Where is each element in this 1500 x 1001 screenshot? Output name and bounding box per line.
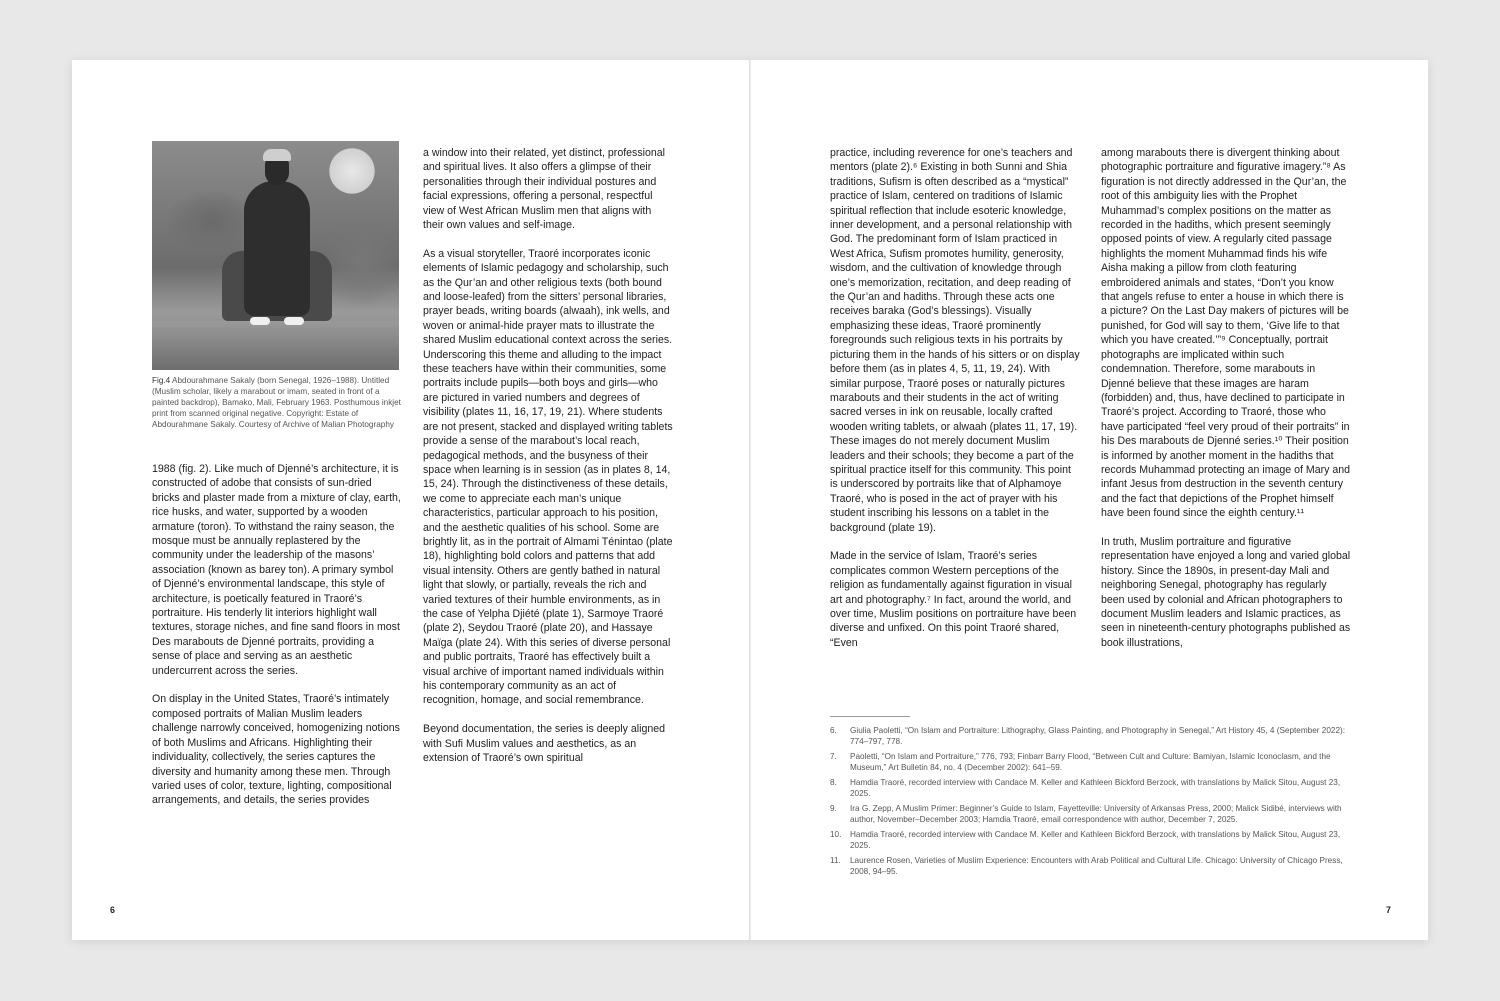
footnote (830, 726, 1350, 748)
footnote (830, 752, 1350, 774)
footnote-text: Paoletti, “On Islam and Portraiture,” 776, 793; Finbarr Barry Flood, “Between Cult and Culture: Bamiyan, Islamic Iconoclasm, and the Museum,” Art Bulletin 84, no. 4 (December 2002): 641–59. (850, 752, 1331, 772)
photo-shoe-right (284, 317, 304, 325)
photo-floor (152, 321, 399, 370)
footnotes (830, 726, 1350, 882)
body-paragraph: As a visual storyteller, Traoré incorporates iconic elements of Islamic pedagogy and scholarship, such as the Qur’an and other religious texts (both bound and loose-leafed) from the sitters’ personal libraries, prayer beads, writing boards (alwaah), ink wells, and woven or animal-hide prayer mats to illustrate the shared Muslim educational context across the series. Underscoring this theme and alluding to the impact these teachers have within their communities, some portraits include pupils—both boys and girls—who are pictured in varied numbers and degrees of visibility (plates 11, 16, 17, 19, 21). Where students are not present, stacked and displayed writing tablets provide a sense of the marabout’s local reach, pedagogical methods, and the busyness of their space when learning is in session (as in plates 8, 14, 15, 24). Through the distinctiveness of these details, we come to appreciate each man’s unique characteristics, particular approach to his position, and the aesthetic qualities of his school. Some are brightly lit, as in the portrait of Almami Ténintao (plate 18), highlighting bold colors and patterns that add visual intensity. Others are gently bathed in natural light that slowly, or partially, reveals the rich and varied textures of their humble environments, as in the case of Yelpha Djiété (plate 1), Sarmoye Traoré (plate 2), Seydou Traoré (plate 20), and Hassaye Maïga (plate 24). With this series of diverse personal and public portraits, Traoré has effectively built a visual archive of important named individuals within his contemporary community as an act of recognition, homage, and social remembrance. (423, 247, 673, 707)
footnote (830, 804, 1350, 826)
page-number-right: 7 (1386, 905, 1391, 915)
portrait-photograph (152, 141, 399, 370)
figure-caption (152, 376, 402, 431)
book-gutter (749, 60, 751, 940)
right-page-column-1 (830, 146, 1080, 650)
footnote-number: 11. (830, 856, 841, 865)
body-paragraph: In truth, Muslim portraiture and figurative representation have enjoyed a long and varied global history. Since the 1890s, in present-day Mali and neighboring Senegal, photography has regularly been used by colonial and African photographers to document Muslim leaders and Islamic practices, as seen in nineteenth-century photographs published as book illustrations, (1101, 535, 1351, 649)
body-paragraph: 1988 (fig. 2). Like much of Djenné’s architecture, it is constructed of adobe that consists of sun-dried bricks and plaster made from a mixture of clay, earth, rice husks, and water, supported by a wooden armature (toron). To withstand the rainy season, the mosque must be annually replastered by the community under the leadership of the masons’ association (known as barey ton). A primary symbol of Djenné’s environmental landscape, this style of architecture, is poetically featured in Traoré’s portraiture. His tenderly lit interiors highlight wall textures, storage niches, and fine sand floors in most Des marabouts de Djenné portraits, providing a sense of place and serving as an aesthetic undercurrent across the series. (152, 463, 401, 677)
body-paragraph: a window into their related, yet distinct, professional and spiritual lives. It also offers a glimpse of their personalities through their individual postures and facial expressions, offering a personal, respectful view of West African Muslim men that aligns with their own values and self-image. (423, 147, 666, 232)
figure-caption-label: Fig.4 (152, 376, 171, 385)
footnote-number: 8. (830, 778, 837, 787)
footnote-text: Hamdia Traoré, recorded interview with Candace M. Keller and Kathleen Bickford Berzock, with translations by Malick Sitou, August 23, 2025. (850, 778, 1341, 798)
left-page-column-1 (152, 462, 402, 808)
photo-figure (244, 181, 310, 316)
footnote (830, 830, 1350, 852)
footnote (830, 778, 1350, 800)
book-spread (72, 60, 1428, 940)
footnote (830, 856, 1350, 878)
body-paragraph: practice, including reverence for one’s teachers and mentors (plate 2).⁶ Existing in both Sunni and Shia traditions, Sufism is often described as a “mystical” practice of Islam, centered on traditions of Islamic spiritual reflection that include esoteric knowledge, inner development, and a personal relationship with God. The predominant form of Islam practiced in West Africa, Sufism promotes humility, generosity, wisdom, and the cultivation of knowledge through one’s memorization, recitation, and deep reading of the Qur’an and hadiths. Through these acts one receives baraka (God’s blessings). Visually emphasizing these ideas, Traoré prominently foregrounds such religious texts in his portraits by picturing them in the hands of his sitters or on display before them (as in plates 4, 5, 11, 19, 24). With similar purpose, Traoré poses or naturally pictures marabouts and their students in the act of writing sacred verses in ink on reusable, locally crafted wooden writing tablets, or alwaah (plates 11, 17, 19). These images do not merely document Muslim leaders and their schools; they become a part of the spiritual practice itself for this community. This point is underscored by portraits like that of Alphamoye Traoré, who is posed in the act of prayer with his student inscribing his lessons on a tablet in the background (plate 19). (830, 147, 1080, 534)
left-page-column-2 (423, 146, 673, 765)
footnote-rule (830, 716, 910, 717)
footnote-number: 7. (830, 752, 837, 761)
right-page-column-2 (1101, 146, 1351, 650)
photo-figure-cap (263, 149, 291, 161)
footnote-number: 6. (830, 726, 837, 735)
footnote-text: Ira G. Zepp, A Muslim Primer: Beginner’s Guide to Islam, Fayetteville: University of Arkansas Press, 2000; Malick Sidibé, interviews with author, November–December 2003; Hamdia Traoré, email correspondence with author, December 7, 2025. (850, 804, 1342, 824)
footnote-text: Laurence Rosen, Varieties of Muslim Experience: Encounters with Arab Political and Cultural Life. Chicago: University of Chicago Press, 2008, 94–95. (850, 856, 1343, 876)
body-paragraph: On display in the United States, Traoré’s intimately composed portraits of Malian Muslim leaders challenge narrowly conceived, homogenizing notions of both Muslims and Africans. Highlighting their individuality, collectively, the series captures the diversity and humanity among these men. Through varied uses of color, texture, lighting, compositional arrangements, and details, the series provides (152, 693, 400, 807)
footnote-number: 10. (830, 830, 842, 839)
footnote-text: Hamdia Traoré, recorded interview with Candace M. Keller and Kathleen Bickford Berzock, with translations by Malick Sitou, August 23, 2025. (850, 830, 1341, 850)
figure-caption-text: Abdourahmane Sakaly (born Senegal, 1926–1988). Untitled (Muslim scholar, likely a marabout or imam, seated in front of a painted backdrop), Bamako, Mali, February 1963. Posthumous inkjet print from scanned original negative. Copyright: Estate of Abdourahmane Sakaly. Courtesy of Archive of Malian Photography (152, 376, 401, 429)
body-paragraph: Made in the service of Islam, Traoré’s series complicates common Western perceptions of the religion as fundamentally against figuration in visual art and photography.⁷ In fact, around the world, and over time, Muslim positions on portraiture have been diverse and unfixed. On this point Traoré shared, “Even (830, 550, 1077, 649)
body-paragraph: Beyond documentation, the series is deeply aligned with Sufi Muslim values and aesthetics, as an extension of Traoré’s own spiritual (423, 723, 666, 765)
page-number-left: 6 (110, 905, 115, 915)
photo-shoe-left (250, 317, 270, 325)
footnote-number: 9. (830, 804, 837, 813)
body-paragraph: among marabouts there is divergent thinking about photographic portraiture and figurative imagery.”⁸ As figuration is not directly addressed in the Qur’an, the root of this ambiguity lies with the Prophet Muhammad’s complex positions on the matter as recorded in the hadiths, which present seemingly opposed points of view. A regularly cited passage highlights the moment Muhammad finds his wife Aisha making a pillow from cloth featuring embroidered animals and states, “Don’t you know that angels refuse to enter a house in which there is a picture? On the Last Day makers of pictures will be punished, for God will say to them, ‘Give life to that which you have created.’”⁹ Conceptually, portrait photographs are implicated within such condemnation. Therefore, some marabouts in Djenné believe that these images are haram (forbidden) and, thus, have declined to participate in Traoré’s project. According to Traoré, those who have participated “feel very proud of their portraits” in his Des marabouts de Djenné series.¹⁰ Their position is informed by another moment in the hadiths that records Muhammad protecting an image of Mary and infant Jesus from destruction in the seventh century and the fact that depictions of the Prophet himself have been found since the eighth century.¹¹ (1101, 147, 1351, 520)
footnote-text: Giulia Paoletti, “On Islam and Portraiture: Lithography, Glass Painting, and Photography in Senegal,” Art History 45, 4 (September 2022): 774–797, 778. (850, 726, 1345, 746)
